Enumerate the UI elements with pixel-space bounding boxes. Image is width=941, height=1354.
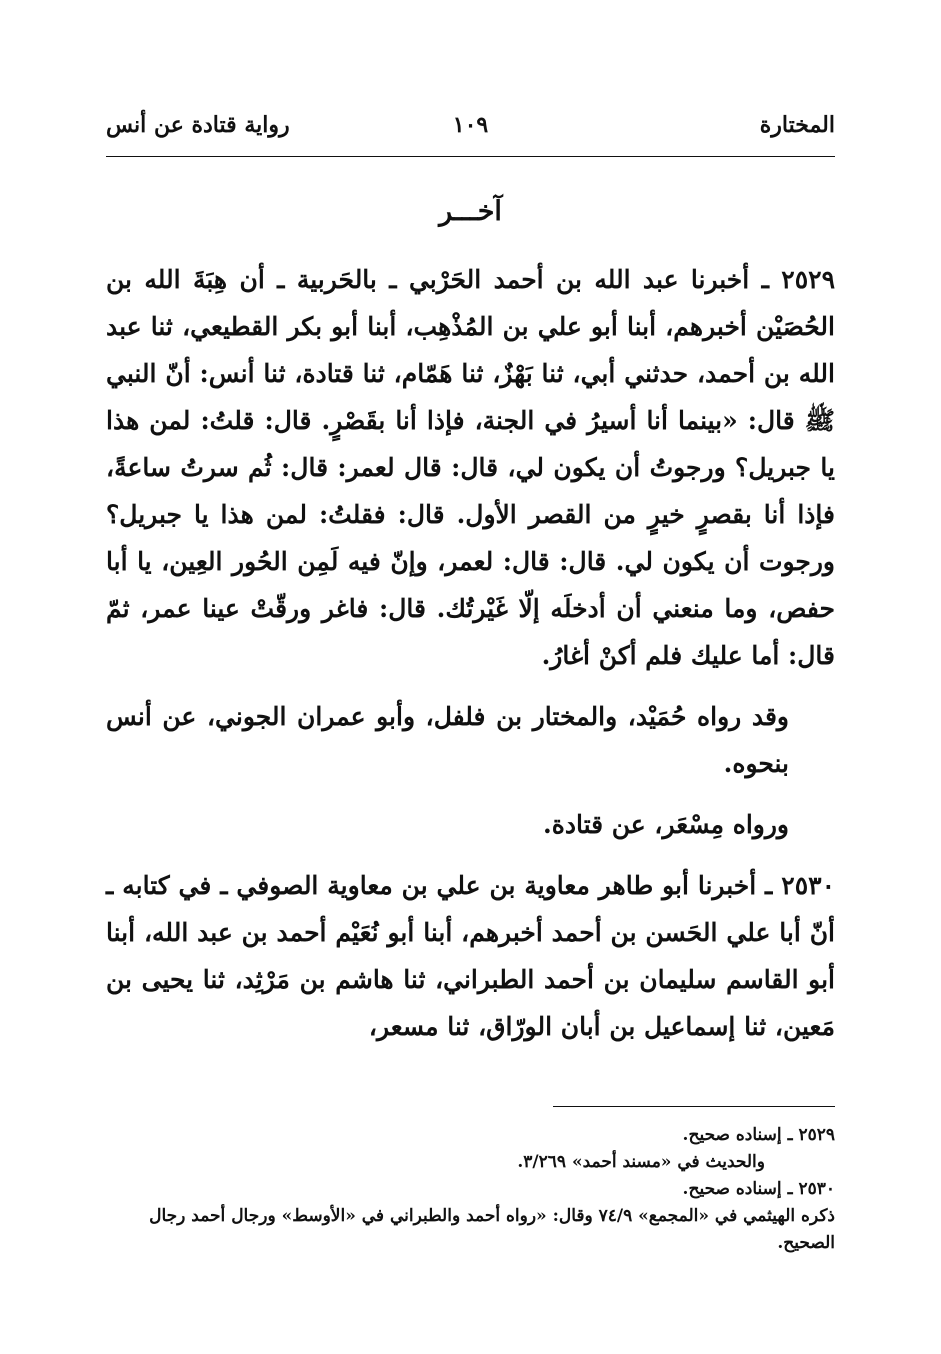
main-text	[106, 256, 835, 1050]
footnotes	[106, 1122, 835, 1257]
footnote-line: ذكره الهيثمي في «المجمع» ٧٤/٩ وقال: «رواه أحمد والطبراني في «الأوسط» ورجال أحمد رجال الصحيح.	[149, 1206, 835, 1253]
page-number: ١٠٩	[452, 112, 489, 138]
section-heading: آخـــر	[439, 196, 502, 227]
hadith-paragraph-2529	[106, 256, 835, 679]
running-header	[106, 112, 835, 152]
commentary-text: ورواه مِسْعَر، عن قتادة.	[543, 810, 789, 839]
commentary-text: وقد رواه حُمَيْد، والمختار بن فلفل، وأبو عمران الجوني، عن أنس بنحوه.	[106, 702, 789, 778]
chapter-title: رواية قتادة عن أنس	[106, 112, 290, 138]
commentary-paragraph	[106, 801, 835, 848]
hadith-text: ـ أخبرنا أبو طاهر معاوية بن علي بن معاوية الصوفي ـ في كتابه ـ أنّ أبا علي الحَسن بن أحمد أخبرهم، أبنا أبو نُعَيْم أحمد بن عبد الله، أبنا أبو القاسم سليمان بن أحمد الطبراني، ثنا هاشم بن مَرْثِد، ثنا يحيى بن مَعين، ثنا إسماعيل بن أبان الورّاق، ثنا مسعر،	[106, 871, 835, 1041]
hadith-number: ٢٥٣٠	[781, 871, 835, 900]
book-title: المختارة	[759, 112, 835, 138]
footnote-line: ٢٥٣٠ ـ إسناده صحيح.	[682, 1179, 835, 1199]
header-rule	[106, 156, 835, 157]
commentary-paragraph	[106, 693, 835, 787]
hadith-number: ٢٥٢٩	[781, 265, 835, 294]
footnote-line: والحديث في «مسند أحمد» ٣/٢٦٩.	[517, 1152, 765, 1172]
footnote-rule	[553, 1106, 835, 1107]
hadith-paragraph-2530	[106, 862, 835, 1050]
hadith-text: ـ أخبرنا عبد الله بن أحمد الحَرْبي ـ بالحَربية ـ أن هِبَةَ الله بن الحُصَيْن أخبرهم، أبنا أبو علي بن المُذْهِب، أبنا أبو بكر القطيعي، ثنا عبد الله بن أحمد، حدثني أبي، ثنا بَهْزٌ، ثنا هَمّام، ثنا قتادة، ثنا أنس: أنّ النبي ﷺ قال: «بينما أنا أسيرُ في الجنة، فإذا أنا بقَصْرٍ. قال: قلتُ: لمن هذا يا جبريل؟ ورجوتُ أن يكون لي، قال: قال لعمر: قال: ثُم سرتُ ساعةً، فإذا أنا بقصرٍ خيرٍ من القصر الأول. قال: فقلتُ: لمن هذا يا جبريل؟ ورجوت أن يكون لي. قال: قال: لعمر، وإنّ فيه لَمِن الحُور العِين، يا أبا حفص، وما منعني أن أدخلَه إلّا غَيْرتُك. قال: فاغر ورقّتْ عينا عمر، ثمّ قال: أما عليك فلم أكنْ أغارُ.	[106, 265, 835, 670]
footnote-line: ٢٥٢٩ ـ إسناده صحيح.	[682, 1125, 835, 1145]
